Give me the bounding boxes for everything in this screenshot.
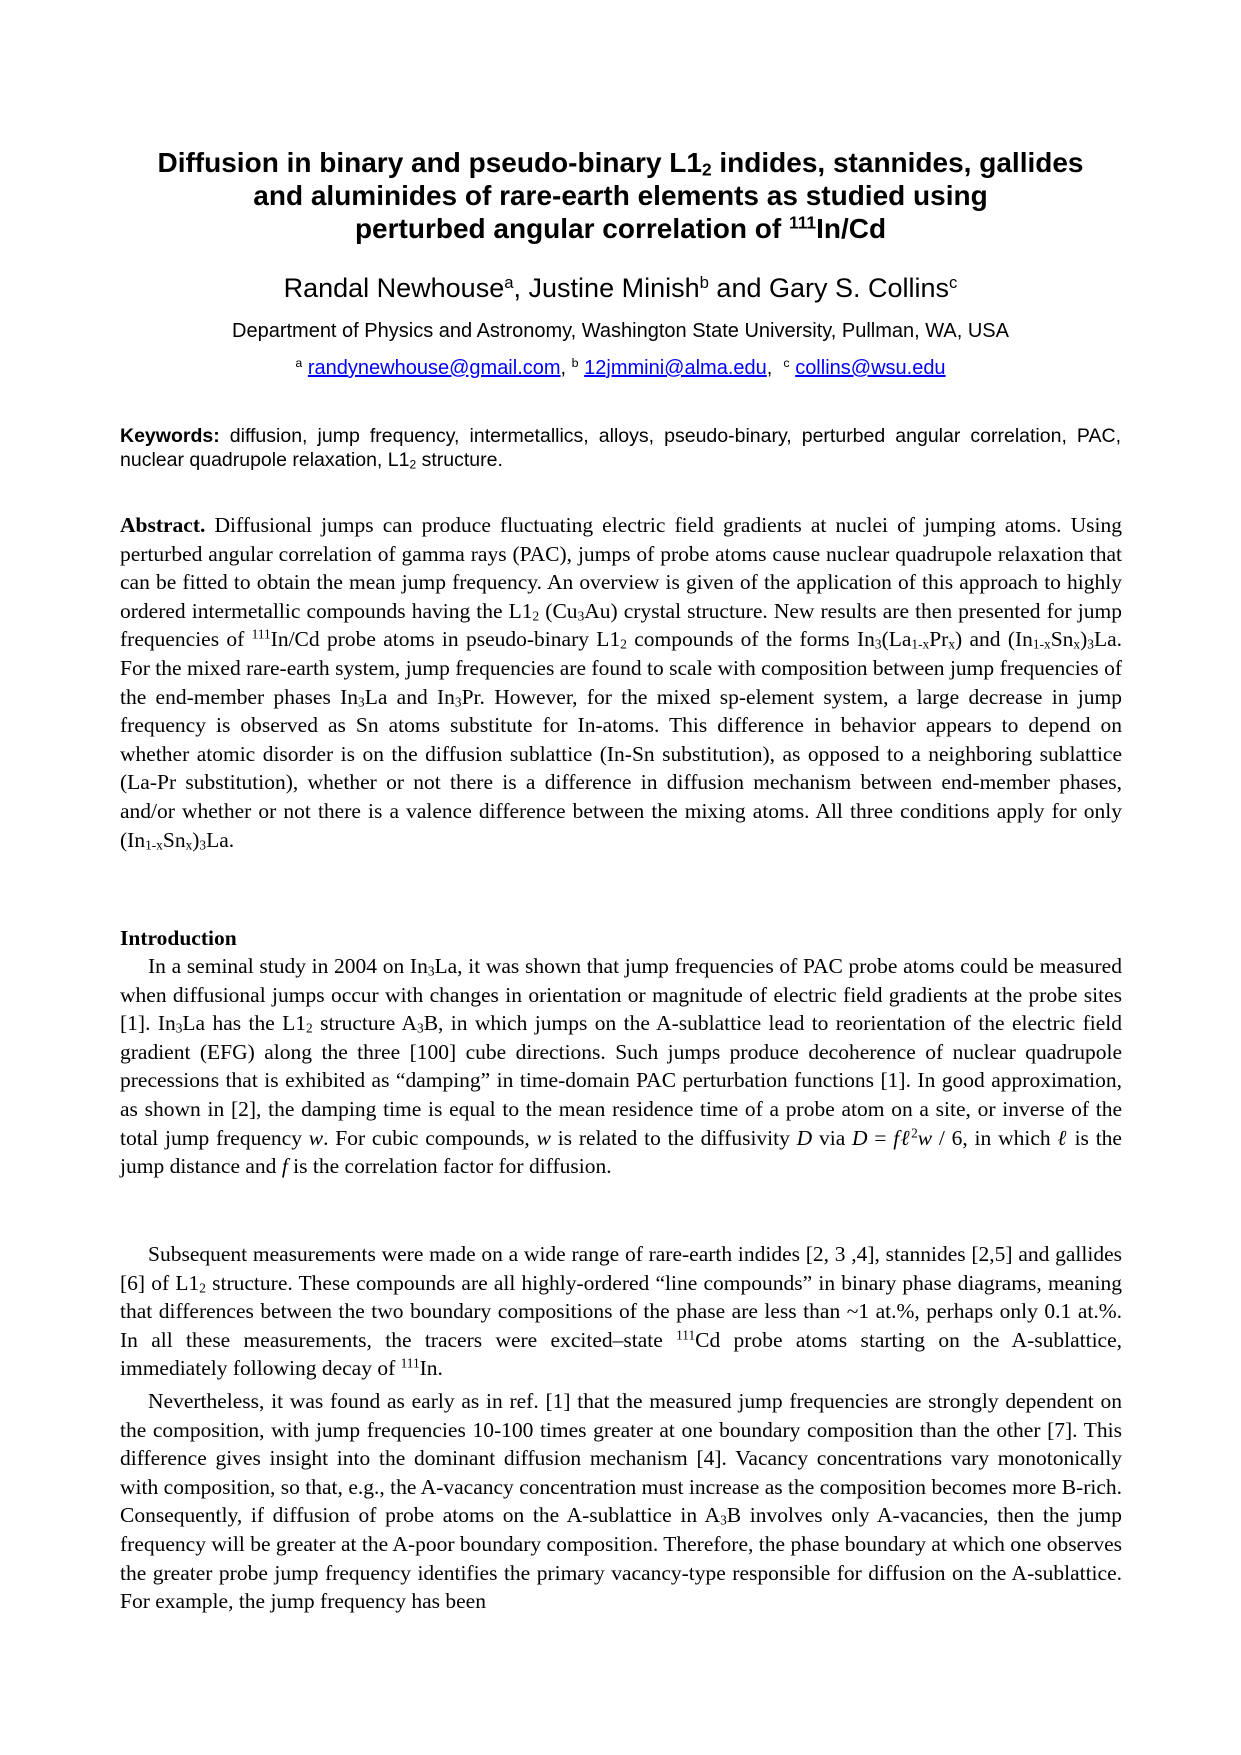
email-link-collins[interactable]: collins@wsu.edu — [795, 357, 946, 379]
affiliation: Department of Physics and Astronomy, Washington State University, Pullman, WA, USA — [232, 320, 1009, 342]
author-emails: $^a$ randynewhouse@gmail.com, $^b$ 12jmmini@alma.edu, $^c$ collins@wsu.edu — [295, 356, 946, 379]
diffusivity-equation: D = fℓ$^2$w / 6 — [852, 1125, 963, 1150]
keywords: Keywords: diffusion, jump frequency, intermetallics, alloys, pseudo-binary, perturbed angular correlation, PAC, nuclear quadrupole relaxation, $L1_2$ structure. — [120, 425, 1121, 472]
intro-paragraph-3: Nevertheless, it was found as early as in ref. [1] that the measured jump frequencies are strongly dependent on the composition, with jump frequencies 10-100 times greater at one boundary composition than the other [7]. This difference gives insight into the dominant diffusion mechanism [4]. Vacancy concentrations vary monotonically with composition, so that, e.g., the A-vacancy concentration must increase as the composition becomes more B-rich. Consequently, if diffusion of probe atoms on the A-sublattice in $A_3B$ involves only A-vacancies, then the jump frequency will be greater at the A-poor boundary composition. Therefore, the phase boundary at which one observes the greater probe jump frequency identifies the primary vacancy-type responsible for diffusion on the A-sublattice. For example, the jump frequency has been — [120, 1389, 1122, 1614]
paper-title — [110, 146, 1131, 245]
author-list: Randal Newhouse$^a$, Justine Minish$^b$ and Gary S. Collins$^c$ — [283, 272, 958, 303]
intro-paragraph-1: In a seminal study in 2004 on $In_3La$, it was shown that jump frequencies of PAC probe atoms could be measured when diffusional jumps occur with changes in orientation or magnitude of electric field gradients at the probe sites [1]. $In_3La$ has the $L1_2$ structure $A_3B$, in which jumps on the A-sublattice lead to reorientation of the electric field gradient (EFG) along the three [100] cube directions. Such jumps produce decoherence of nuclear quadrupole precessions that is exhibited as “damping” in time-domain PAC perturbation functions [1]. In good approximation, as shown in [2], the damping time is equal to the mean residence time of a probe atom on a site, or inverse of the total jump frequency w. For cubic compounds, w is related to the diffusivity D via D = fℓ$^2$w / 6, in which ℓ is the jump distance and f is the correlation factor for diffusion. — [120, 954, 1122, 1179]
title-line-1: Diffusion in binary and pseudo-binary $L1_2$ indides, stannides, gallides — [157, 147, 1084, 180]
abstract-label: Abstract. — [120, 513, 206, 537]
title-line-2: and aluminides of rare-earth elements as studied using — [253, 180, 988, 211]
title-line-3: perturbed angular correlation of $^{111}$In/Cd — [354, 212, 887, 244]
keywords-label: Keywords: — [120, 425, 220, 447]
email-link-newhouse[interactable]: randynewhouse@gmail.com — [307, 357, 561, 379]
email-link-minish[interactable]: 12jmmini@alma.edu — [584, 357, 767, 379]
intro-paragraph-2: Subsequent measurements were made on a wide range of rare-earth indides [2, 3 ,4], stannides [2,5] and gallides [6] of $L1_2$ structure. These compounds are all highly-ordered “line compounds” in binary phase diagrams, meaning that differences between the two boundary compositions of the phase are less than ~1 at.%, perhaps only 0.1 at.%. In all these measurements, the tracers were excited–state $^{111}$Cd probe atoms starting on the A-sublattice, immediately following decay of $^{111}$In. — [120, 1242, 1123, 1381]
section-heading-introduction: Introduction — [120, 926, 237, 950]
abstract: Abstract. Diffusional jumps can produce fluctuating electric field gradients at nuclei of jumping atoms. Using perturbed angular correlation of gamma rays (PAC), jumps of probe atoms cause nuclear quadrupole relaxation that can be fitted to obtain the mean jump frequency. An overview is given of the application of this approach to highly ordered intermetallic compounds having the $L1_2$ $(Cu_3Au)$ crystal structure. New results are then presented for jump frequencies of $^{111}$In/Cd probe atoms in pseudo-binary $L1_2$ compounds of the forms $In_3(La_{1-x}Pr_x)$ and $(In_{1-x}Sn_x)_3La$. For the mixed rare-earth system, jump frequencies are found to scale with composition between jump frequencies of the end-member phases $In_3La$ and $In_3Pr$. However, for the mixed sp-element system, a large decrease in jump frequency is observed as Sn atoms substitute for In-atoms. This difference in behavior appears to depend on whether atomic disorder is on the diffusion sublattice (In-Sn substitution), as opposed to a neighboring sublattice (La-Pr substitution), whether or not there is a difference in diffusion mechanism between end-member phases, and/or whether or not there is a valence difference between the mixing atoms. All three conditions apply for only $(In_{1-x}Sn_x)_3La$. — [120, 513, 1122, 853]
